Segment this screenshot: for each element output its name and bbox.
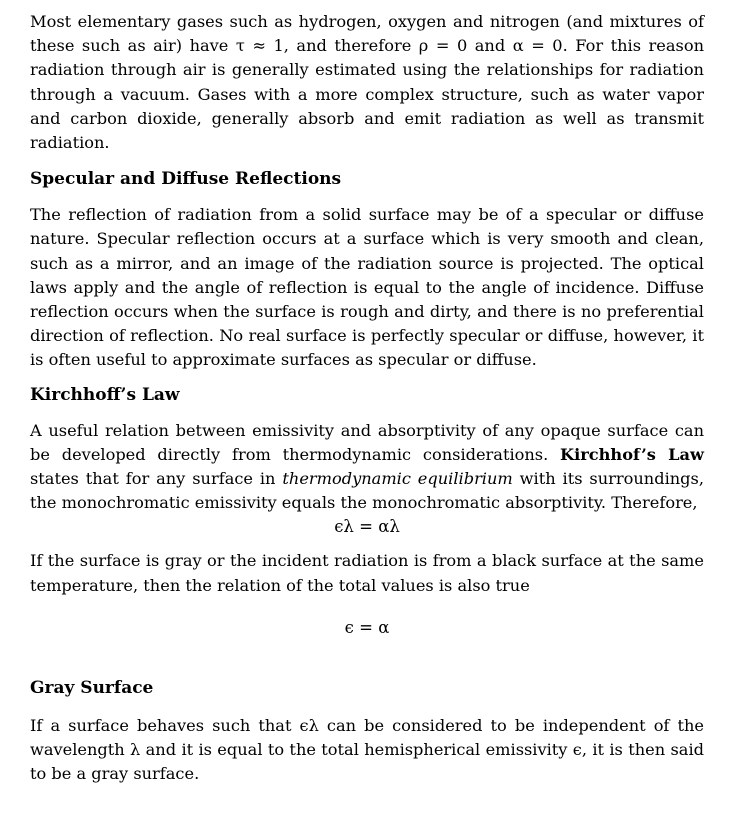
kirchhoff-text-end: with its surroundings, the monochromatic emissivity equals the monochromatic absorptivity. Therefore, [30, 469, 704, 513]
gray-surface-paragraph: If a surface behaves such that ϵλ can be considered to be independent of the wavelength λ and it is equal to the total hemispherical emissivity ϵ, it is then said to be a gray surface. [30, 715, 704, 784]
gray-condition-paragraph: If the surface is gray or the incident radiation is from a black surface at the same temperature, then the relation of the total values is also true [30, 551, 704, 595]
kirchhoff-law-term: Kirchhof’s Law [560, 444, 704, 464]
equation-total: ϵ = α [344, 617, 390, 637]
specular-heading: Specular and Diffuse Reflections [30, 169, 342, 190]
kirchhoff-text-mid: states that for any surface in [30, 469, 283, 489]
gray-surface-heading: Gray Surface [30, 677, 154, 698]
specular-paragraph: The reflection of radiation from a solid surface may be of a specular or diffuse nature. Specular reflection occurs at a surface which is very smooth and clean, such as a mirror, and an image of the radiation source is projected. The optical laws apply and the angle of reflection is equal to the angle of incidence. Diffuse reflection occurs when the surface is rough and dirty, and there is no preferential direction of reflection. No real surface is perfectly specular or diffuse, however, it is often useful to approximate surfaces as specular or diffuse. [30, 205, 704, 370]
kirchhoff-heading: Kirchhoff’s Law [30, 384, 180, 405]
equation-monochromatic: ϵλ = αλ [334, 517, 400, 537]
thermodynamic-equilibrium-term: thermodynamic equilibrium [282, 469, 513, 489]
kirchhoff-paragraph [30, 419, 704, 516]
kirchhoff-text-start: A useful relation between emissivity and absorptivity of any opaque surface can be developed directly from thermodynamic considerations. [30, 420, 704, 464]
intro-paragraph: Most elementary gases such as hydrogen, oxygen and nitrogen (and mixtures of these such as air) have τ ≈ 1, and therefore ρ = 0 and α = 0. For this reason radiation through air is generally estimated using the relationships for radiation through a vacuum. Gases with a more complex structure, such as water vapor and carbon dioxide, generally absorb and emit radiation as well as transmit radiation. [30, 12, 704, 153]
